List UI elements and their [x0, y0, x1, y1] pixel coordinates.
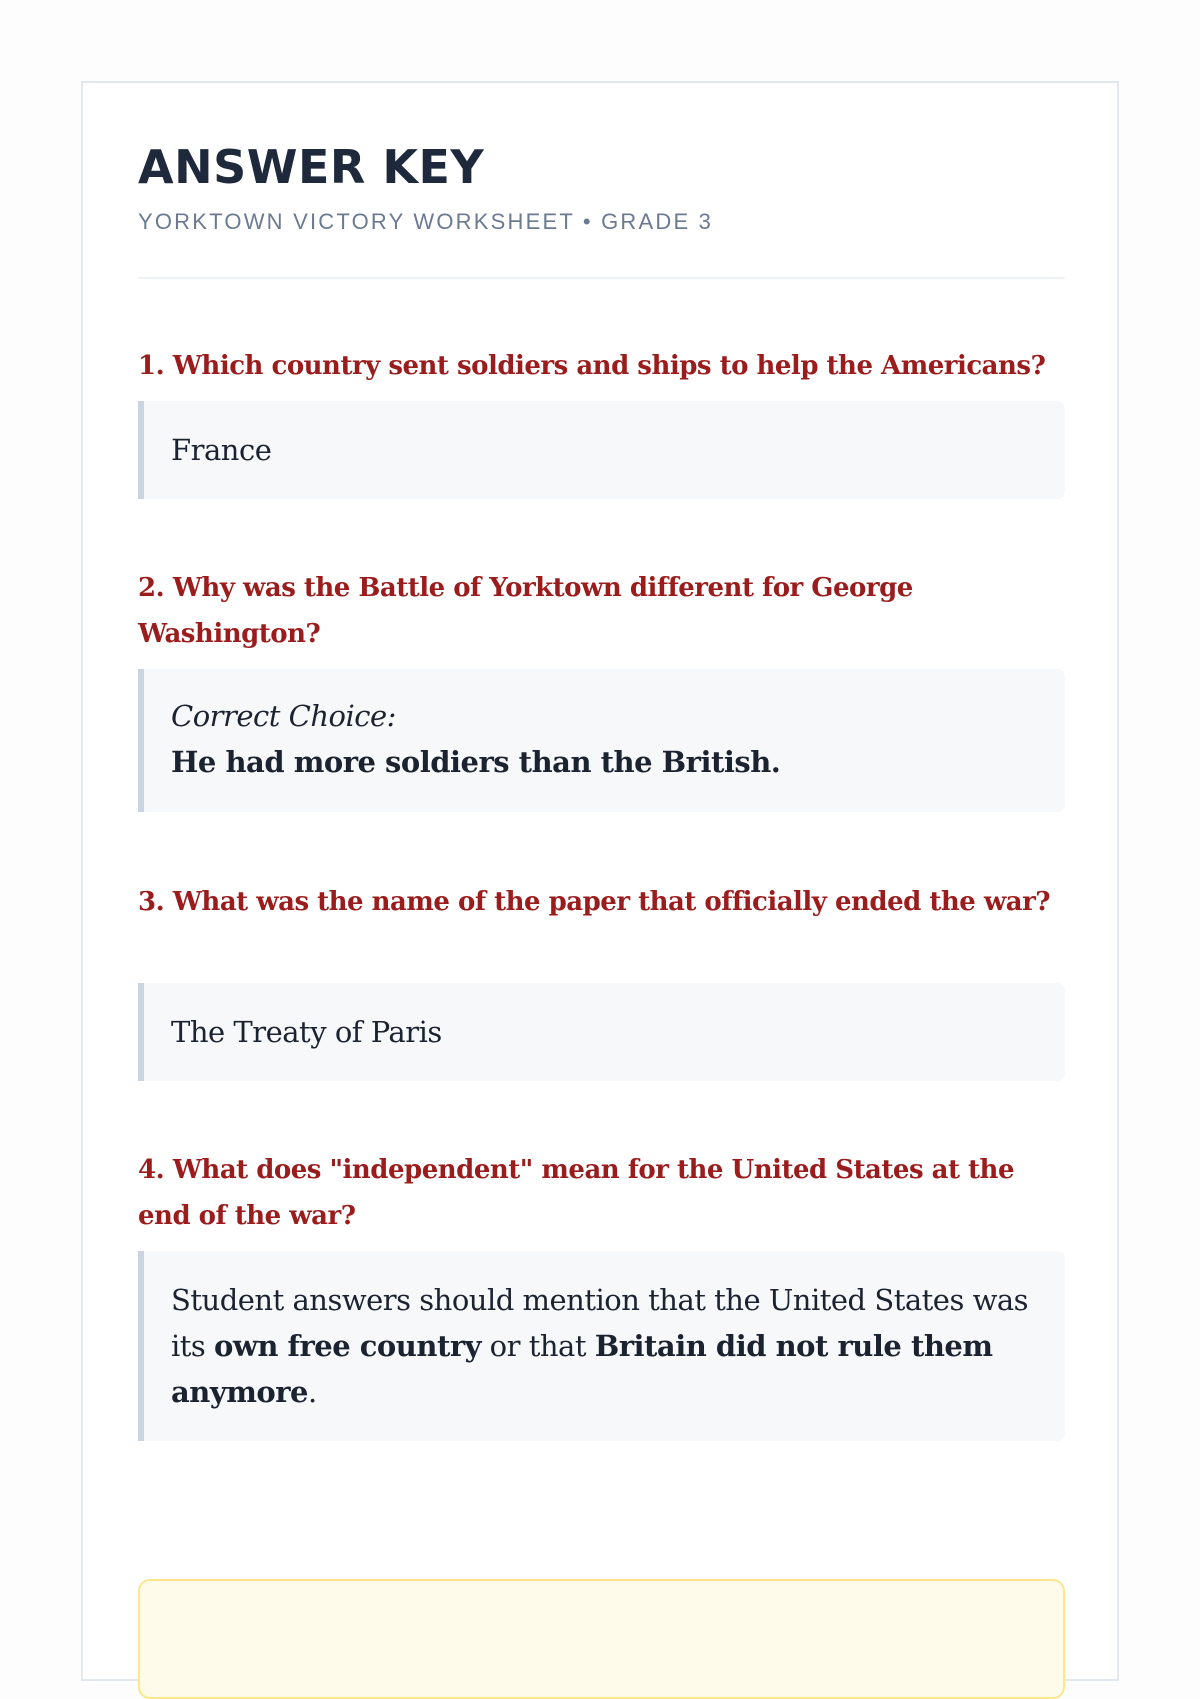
- answer-text: Student answers should mention that the United States was its: [171, 1283, 1029, 1363]
- question-text: What was the name of the paper that officially ended the war?: [172, 887, 1051, 917]
- answer-emphasis: own free country: [214, 1329, 481, 1363]
- answer-label: Correct Choice:: [171, 699, 396, 733]
- answer-text: The Treaty of Paris: [171, 1015, 442, 1049]
- page-subtitle: YORKTOWN VICTORY WORKSHEET • GRADE 3: [138, 209, 714, 234]
- question-number: 4.: [138, 1155, 165, 1185]
- answer-box-1: [138, 401, 1065, 499]
- answer-text: .: [307, 1375, 317, 1409]
- answer-box-3: [138, 983, 1065, 1081]
- answer-box-2: [138, 669, 1065, 812]
- answer-text: He had more soldiers than the British.: [171, 745, 781, 779]
- question-number: 2.: [138, 573, 165, 603]
- header-divider: [138, 277, 1065, 279]
- answer-key-sheet: [81, 81, 1119, 1681]
- question-2: [138, 565, 1065, 657]
- question-1: [138, 343, 1065, 389]
- question-text: Why was the Battle of Yorktown different for George Washington?: [138, 573, 913, 649]
- note-box: [138, 1579, 1065, 1699]
- answer-emphasis: Britain did not rule them anymore: [171, 1329, 993, 1409]
- question-text: What does "independent" mean for the United States at the end of the war?: [138, 1155, 1014, 1231]
- answer-text: or that: [480, 1329, 595, 1363]
- question-text: Which country sent soldiers and ships to help the Americans?: [172, 351, 1046, 381]
- answer-box-4: [138, 1251, 1065, 1441]
- page-title: ANSWER KEY: [138, 140, 485, 194]
- question-4: [138, 1147, 1065, 1239]
- question-number: 3.: [138, 887, 165, 917]
- question-3: [138, 879, 1065, 925]
- question-number: 1.: [138, 351, 165, 381]
- answer-text: France: [171, 433, 272, 467]
